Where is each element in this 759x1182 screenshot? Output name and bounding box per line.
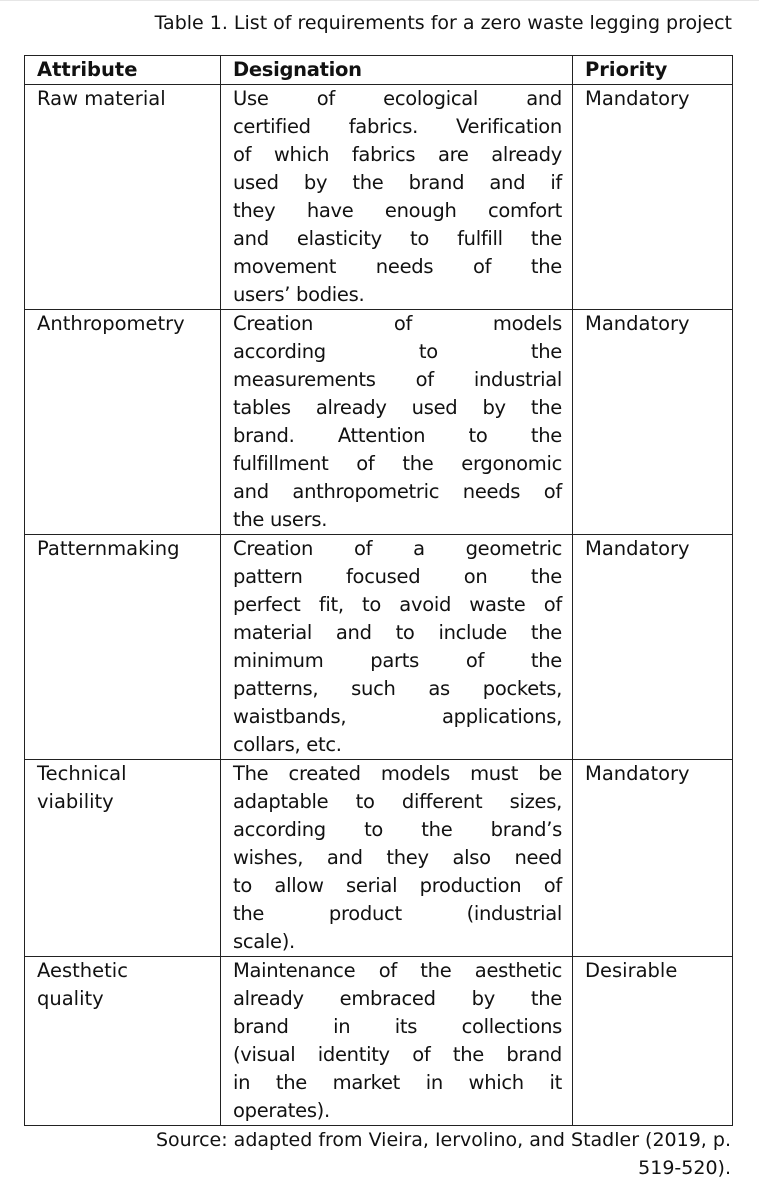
designation-line: adaptable to different sizes, [233,790,562,813]
designation-line: pattern focused on the [233,565,562,588]
attribute-cell [25,535,221,760]
designation-line: according to the brand’s [233,818,562,841]
designation-line: Creation of a geometric [233,537,562,560]
designation-line: minimum parts of the [233,649,562,672]
source-line: Source: adapted from Vieira, Iervolino, and Stadler (2019, p. [155,1129,731,1151]
priority-cell: Mandatory [573,85,733,310]
designation-line: in the market in which it [233,1071,562,1094]
table-row [25,760,733,957]
designation-cell [221,310,573,535]
designation-line: perfect fit, to avoid waste of [233,593,562,616]
designation-line: according to the [233,340,562,363]
table-header-row [25,56,733,85]
designation-line: material and to include the [233,621,562,644]
table-row [25,310,733,535]
designation-line: operates). [233,1099,330,1122]
designation-line: patterns, such as pockets, [233,677,562,700]
source-line: 519-520). [638,1157,731,1179]
attribute-line: Anthropometry [37,312,185,335]
designation-line: The created models must be [233,762,562,785]
designation-line: to allow serial production of [233,874,562,897]
priority-cell: Desirable [573,957,733,1126]
designation-line: movement needs of the [233,255,562,278]
designation-line: Maintenance of the aesthetic [233,959,562,982]
designation-line: (visual identity of the brand [233,1043,562,1066]
table-row [25,535,733,760]
designation-line: and anthropometric needs of [233,480,562,503]
attribute-line: Patternmaking [37,537,180,560]
attribute-cell [25,760,221,957]
attribute-line: quality [37,987,104,1010]
attribute-line: Technical [37,762,127,785]
designation-cell [221,85,573,310]
designation-cell [221,957,573,1126]
designation-line: brand. Attention to the [233,424,562,447]
designation-line: Use of ecological and [233,87,562,110]
designation-line: already embraced by the [233,987,562,1010]
attribute-cell [25,957,221,1126]
attribute-line: Aesthetic [37,959,128,982]
designation-line: used by the brand and if [233,171,562,194]
designation-line: of which fabrics are already [233,143,562,166]
table-caption: Table 1. List of requirements for a zero waste legging project [154,12,732,34]
designation-line: Creation of models [233,312,562,335]
designation-line: and elasticity to fulfill the [233,227,562,250]
requirements-table [24,55,733,1126]
table-row [25,85,733,310]
designation-cell [221,535,573,760]
designation-line: tables already used by the [233,396,562,419]
designation-line: certified fabrics. Verification [233,115,562,138]
table-source [0,1126,731,1182]
designation-line: waistbands, applications, [233,705,562,728]
designation-line: the product (industrial [233,902,562,925]
table-row [25,957,733,1126]
designation-line: fulfillment of the ergonomic [233,452,562,475]
header-priority: Priority [573,56,733,85]
attribute-line: Raw material [37,87,166,110]
designation-line: measurements of industrial [233,368,562,391]
header-designation: Designation [221,56,573,85]
designation-line: the users. [233,508,328,531]
page-top-border [0,0,759,1]
header-attribute: Attribute [25,56,221,85]
designation-line: users’ bodies. [233,283,365,306]
priority-cell: Mandatory [573,310,733,535]
attribute-cell [25,85,221,310]
priority-cell: Mandatory [573,535,733,760]
designation-line: wishes, and they also need [233,846,562,869]
designation-line: collars, etc. [233,733,342,756]
attribute-line: viability [37,790,114,813]
priority-cell: Mandatory [573,760,733,957]
designation-line: scale). [233,930,295,953]
designation-line: they have enough comfort [233,199,562,222]
designation-cell [221,760,573,957]
attribute-cell [25,310,221,535]
designation-line: brand in its collections [233,1015,562,1038]
